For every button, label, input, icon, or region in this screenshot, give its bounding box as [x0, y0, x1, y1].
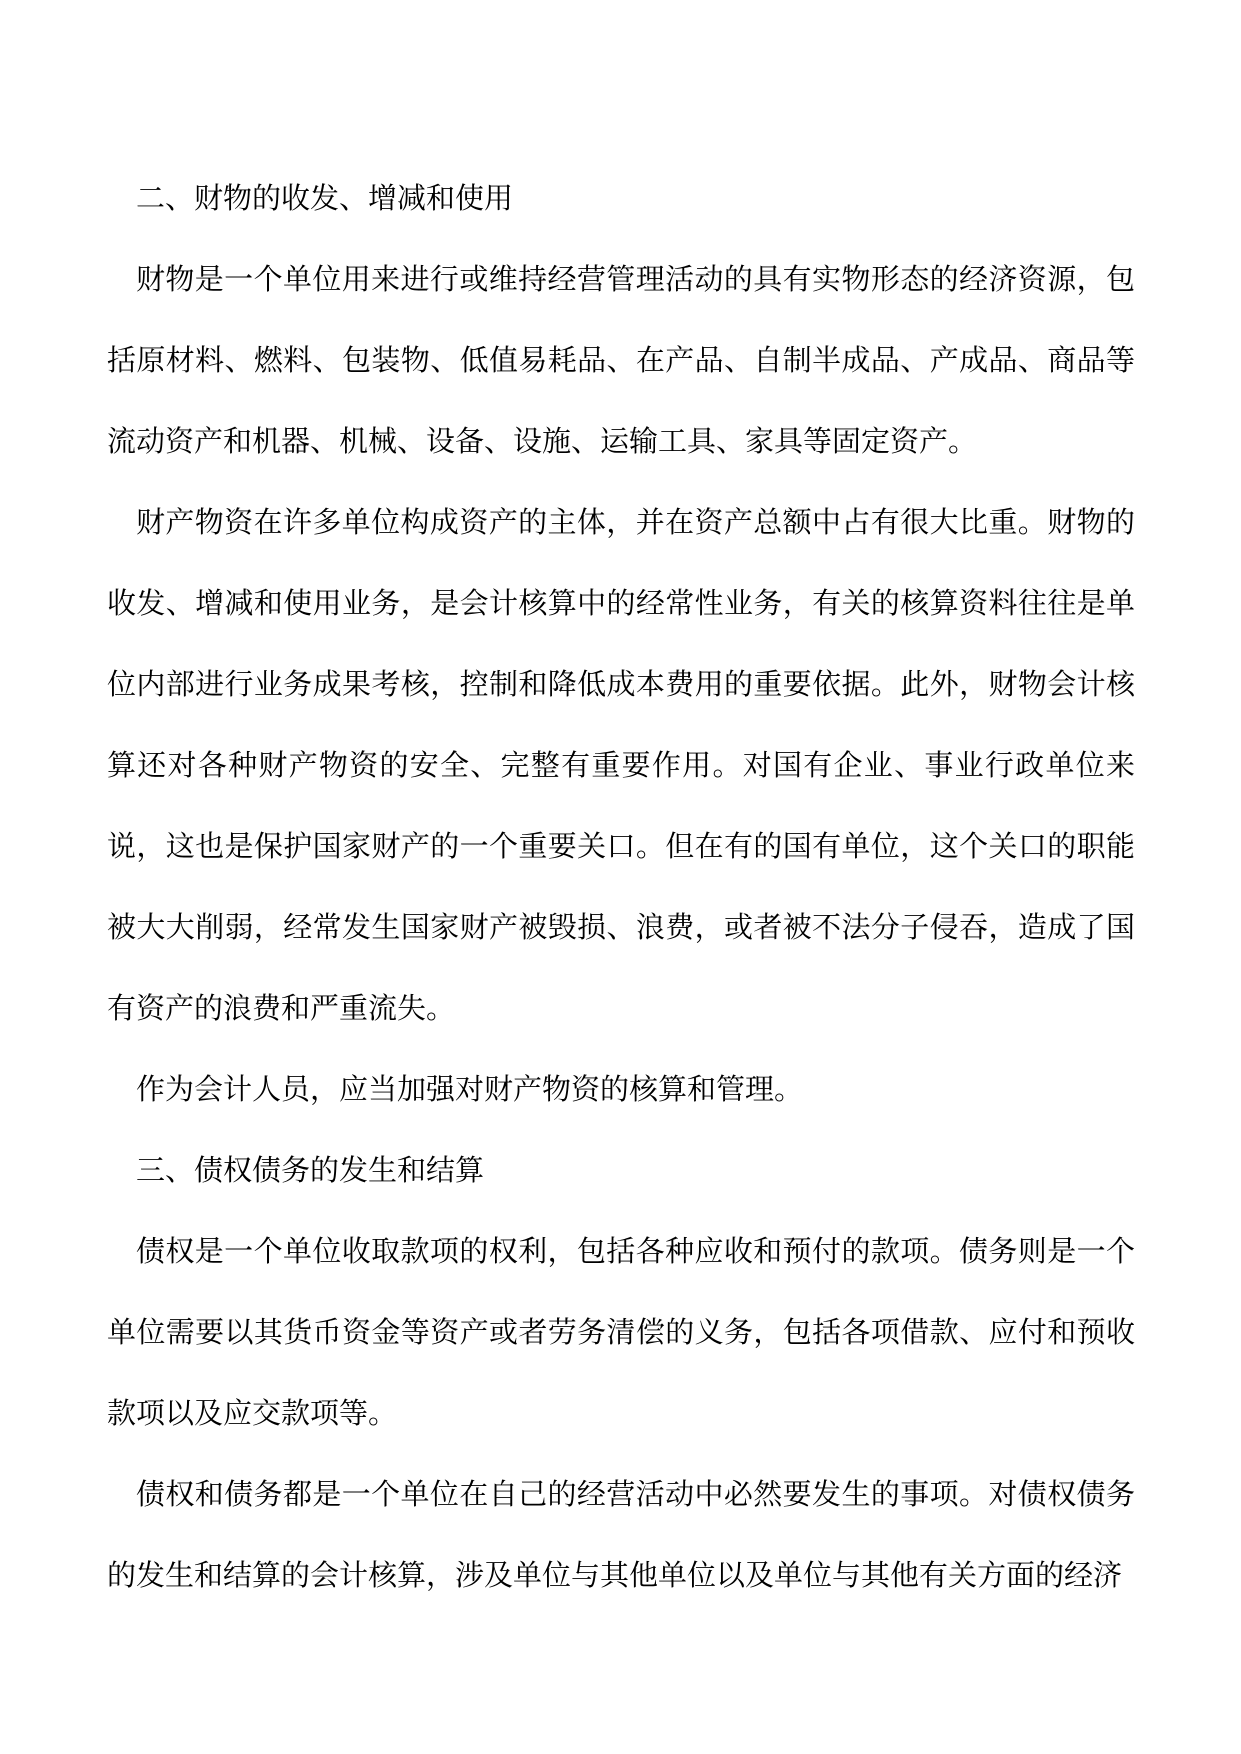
paragraph-accountant-duty: 作为会计人员，应当加强对财产物资的核算和管理。: [136, 1072, 804, 1106]
document-body: [107, 158, 1135, 1616]
paragraph-property-importance: 财产物资在许多单位构成资产的主体，并在资产总额中占有很大比重。财物的收发、增减和使用业务，是会计核算中的经常性业务，有关的核算资料往往是单位内部进行业务成果考核，控制和降低成本费用的重要依据。此外，财物会计核算还对各种财产物资的安全、完整有重要作用。对国有企业、事业行政单位来说，这也是保护国家财产的一个重要关口。但在有的国有单位，这个关口的职能被大大削弱，经常发生国家财产被毁损、浪费，或者被不法分子侵吞，造成了国有资产的浪费和严重流失。: [107, 505, 1135, 1025]
paragraph-debts-definition: 债权是一个单位收取款项的权利，包括各种应收和预付的款项。债务则是一个单位需要以其货币资金等资产或者劳务清偿的义务，包括各项借款、应付和预收款项以及应交款项等。: [107, 1234, 1135, 1430]
section-heading-property: 二、财物的收发、增减和使用: [136, 181, 514, 215]
section-heading-debts: 三、债权债务的发生和结算: [136, 1153, 485, 1187]
paragraph-property-definition: 财物是一个单位用来进行或维持经营管理活动的具有实物形态的经济资源，包括原材料、燃料、包装物、低值易耗品、在产品、自制半成品、产成品、商品等流动资产和机器、机械、设备、设施、运输工具、家具等固定资产。: [107, 262, 1135, 458]
paragraph-debts-accounting: 债权和债务都是一个单位在自己的经营活动中必然要发生的事项。对债权债务的发生和结算的会计核算，涉及单位与其他单位以及单位与其他有关方面的经济: [107, 1477, 1135, 1592]
